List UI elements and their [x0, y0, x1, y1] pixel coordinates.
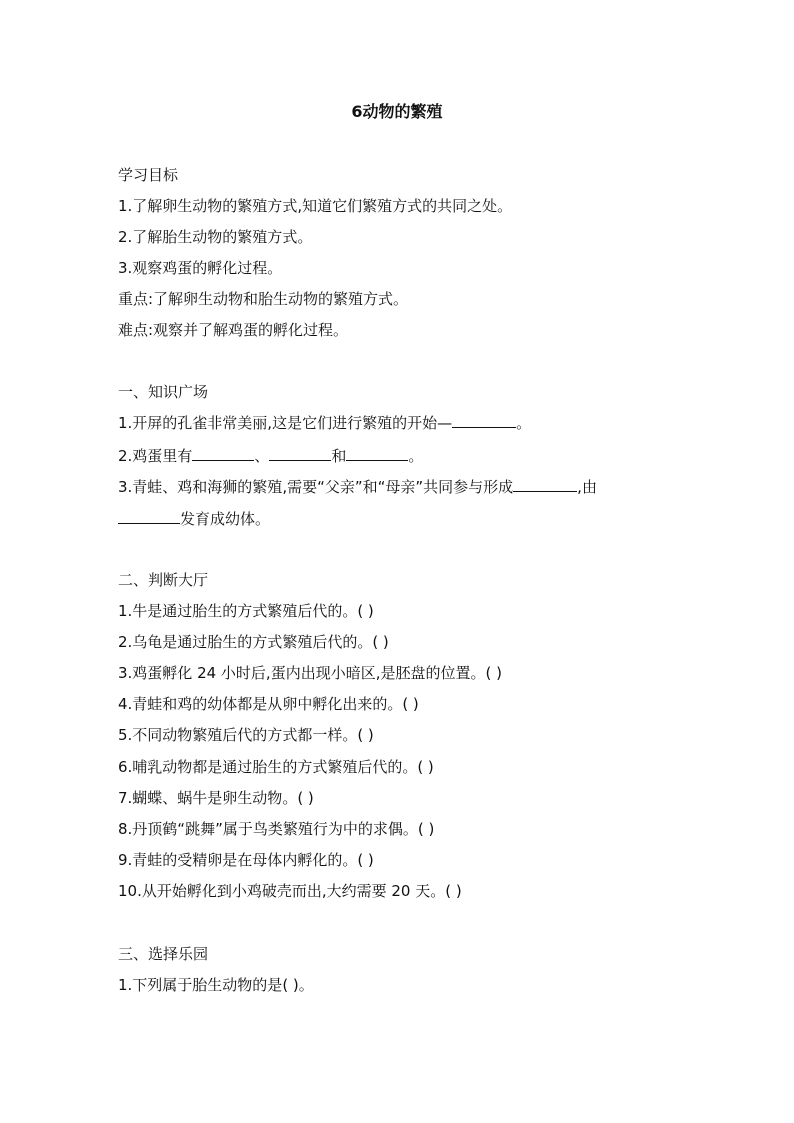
- answer-blank[interactable]: [192, 446, 254, 461]
- answer-blank[interactable]: [513, 477, 577, 492]
- key-point: 重点:了解卵生动物和胎生动物的繁殖方式。: [118, 290, 409, 308]
- objectives-heading: 学习目标: [118, 166, 179, 184]
- judgment-item-1: 1.牛是通过胎生的方式繁殖后代的。( ): [118, 602, 374, 620]
- judgment-item-5: 5.不同动物繁殖后代的方式都一样。( ): [118, 726, 374, 744]
- answer-blank[interactable]: [346, 446, 408, 461]
- section3-heading: 三、选择乐园: [118, 945, 209, 963]
- choice-question-1: 1.下列属于胎生动物的是( )。: [118, 976, 314, 994]
- fill-question-1-text: 1.开屏的孔雀非常美丽,这是它们进行繁殖的开始—: [118, 414, 453, 432]
- fill-question-3-end: 发育成幼体。: [180, 510, 271, 528]
- fill-question-3-text: 3.青蛙、鸡和海狮的繁殖,需要“父亲”和“母亲”共同参与形成: [118, 478, 514, 496]
- objective-item-3: 3.观察鸡蛋的孵化过程。: [118, 259, 283, 277]
- section1-heading: 一、知识广场: [118, 383, 209, 401]
- fill-question-2-text: 2.鸡蛋里有: [118, 447, 193, 465]
- judgment-item-6: 6.哺乳动物都是通过胎生的方式繁殖后代的。( ): [118, 758, 434, 776]
- judgment-item-2: 2.乌龟是通过胎生的方式繁殖后代的。( ): [118, 633, 389, 651]
- fill-question-3-mid: ,由: [577, 478, 597, 496]
- page-title: 6动物的繁殖: [351, 102, 443, 121]
- answer-blank[interactable]: [452, 413, 516, 428]
- objective-item-2: 2.了解胎生动物的繁殖方式。: [118, 228, 313, 246]
- answer-blank[interactable]: [118, 509, 180, 524]
- judgment-item-3: 3.鸡蛋孵化 24 小时后,蛋内出现小暗区,是胚盘的位置。( ): [118, 664, 502, 682]
- objective-item-1: 1.了解卵生动物的繁殖方式,知道它们繁殖方式的共同之处。: [118, 197, 513, 215]
- fill-question-2-sep2: 和: [331, 447, 347, 465]
- fill-question-1: [118, 413, 531, 433]
- difficulty-point: 难点:观察并了解鸡蛋的孵化过程。: [118, 321, 349, 339]
- answer-blank[interactable]: [269, 446, 331, 461]
- fill-question-3-continued: [118, 509, 270, 529]
- fill-question-2-sep1: 、: [254, 447, 270, 465]
- fill-question-1-end: 。: [516, 414, 532, 432]
- judgment-item-4: 4.青蛙和鸡的幼体都是从卵中孵化出来的。( ): [118, 695, 419, 713]
- judgment-item-10: 10.从开始孵化到小鸡破壳而出,大约需要 20 天。( ): [118, 882, 462, 900]
- fill-question-3: [118, 477, 597, 497]
- fill-question-2-end: 。: [408, 447, 424, 465]
- judgment-item-9: 9.青蛙的受精卵是在母体内孵化的。( ): [118, 851, 374, 869]
- judgment-item-7: 7.蝴蝶、蜗牛是卵生动物。( ): [118, 789, 314, 807]
- judgment-item-8: 8.丹顶鹤“跳舞”属于鸟类繁殖行为中的求偶。( ): [118, 820, 435, 838]
- section2-heading: 二、判断大厅: [118, 571, 209, 589]
- fill-question-2: [118, 446, 423, 466]
